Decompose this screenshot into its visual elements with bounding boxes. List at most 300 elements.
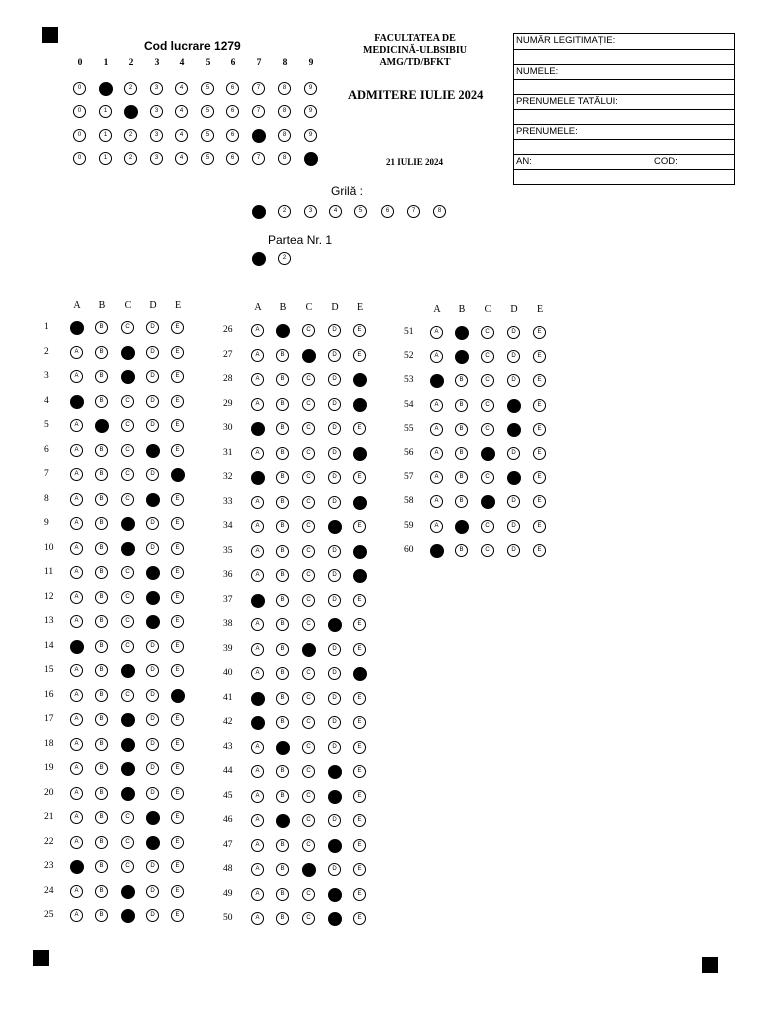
answer-bubble[interactable]: C bbox=[121, 689, 134, 702]
answer-bubble[interactable]: E bbox=[171, 346, 184, 359]
code-bubble[interactable]: 5 bbox=[201, 129, 214, 142]
code-bubble[interactable]: 1 bbox=[99, 152, 112, 165]
answer-bubble[interactable]: D bbox=[146, 321, 159, 334]
answer-bubble[interactable] bbox=[455, 326, 469, 340]
answer-bubble[interactable]: A bbox=[251, 667, 264, 680]
answer-bubble[interactable]: A bbox=[70, 346, 83, 359]
grila-bubble[interactable]: 5 bbox=[354, 205, 367, 218]
answer-bubble[interactable]: B bbox=[276, 545, 289, 558]
answer-bubble[interactable]: D bbox=[146, 885, 159, 898]
answer-bubble[interactable]: E bbox=[171, 909, 184, 922]
answer-bubble[interactable]: B bbox=[276, 643, 289, 656]
answer-bubble[interactable]: E bbox=[533, 520, 546, 533]
answer-bubble[interactable]: E bbox=[171, 640, 184, 653]
grila-bubble[interactable]: 6 bbox=[381, 205, 394, 218]
answer-bubble[interactable]: E bbox=[171, 321, 184, 334]
answer-bubble[interactable]: E bbox=[171, 591, 184, 604]
answer-bubble[interactable] bbox=[121, 762, 135, 776]
code-bubble[interactable]: 0 bbox=[73, 82, 86, 95]
answer-bubble[interactable] bbox=[251, 716, 265, 730]
answer-bubble[interactable]: A bbox=[70, 615, 83, 628]
answer-bubble[interactable]: B bbox=[276, 667, 289, 680]
answer-bubble[interactable]: B bbox=[95, 885, 108, 898]
answer-bubble[interactable]: D bbox=[328, 545, 341, 558]
answer-bubble[interactable]: E bbox=[533, 495, 546, 508]
answer-bubble[interactable] bbox=[121, 542, 135, 556]
answer-bubble[interactable]: E bbox=[533, 374, 546, 387]
answer-bubble[interactable]: A bbox=[251, 912, 264, 925]
partea-bubble[interactable]: 2 bbox=[278, 252, 291, 265]
answer-bubble[interactable]: E bbox=[353, 520, 366, 533]
answer-bubble[interactable]: E bbox=[533, 471, 546, 484]
answer-bubble[interactable]: C bbox=[121, 493, 134, 506]
code-bubble[interactable]: 8 bbox=[278, 129, 291, 142]
answer-bubble[interactable]: E bbox=[171, 762, 184, 775]
answer-bubble[interactable]: C bbox=[121, 860, 134, 873]
answer-bubble[interactable]: A bbox=[251, 324, 264, 337]
answer-bubble[interactable]: B bbox=[455, 544, 468, 557]
answer-bubble[interactable]: B bbox=[95, 542, 108, 555]
code-bubble[interactable] bbox=[304, 152, 318, 166]
answer-bubble[interactable]: C bbox=[481, 374, 494, 387]
answer-bubble[interactable]: B bbox=[95, 444, 108, 457]
code-bubble[interactable]: 8 bbox=[278, 152, 291, 165]
answer-bubble[interactable]: B bbox=[455, 495, 468, 508]
grila-bubble[interactable]: 2 bbox=[278, 205, 291, 218]
answer-bubble[interactable] bbox=[430, 544, 444, 558]
answer-bubble[interactable]: B bbox=[276, 839, 289, 852]
code-bubble[interactable] bbox=[252, 129, 266, 143]
answer-bubble[interactable]: B bbox=[276, 373, 289, 386]
answer-bubble[interactable]: E bbox=[171, 419, 184, 432]
answer-bubble[interactable]: C bbox=[121, 444, 134, 457]
answer-bubble[interactable]: C bbox=[481, 520, 494, 533]
answer-bubble[interactable]: A bbox=[251, 520, 264, 533]
answer-bubble[interactable]: E bbox=[171, 885, 184, 898]
answer-bubble[interactable]: C bbox=[302, 398, 315, 411]
answer-bubble[interactable]: A bbox=[430, 471, 443, 484]
grila-bubble[interactable]: 4 bbox=[329, 205, 342, 218]
answer-bubble[interactable] bbox=[121, 370, 135, 384]
answer-bubble[interactable]: D bbox=[507, 326, 520, 339]
answer-bubble[interactable] bbox=[95, 419, 109, 433]
answer-bubble[interactable]: E bbox=[171, 542, 184, 555]
answer-bubble[interactable]: D bbox=[328, 324, 341, 337]
answer-bubble[interactable]: B bbox=[95, 395, 108, 408]
answer-bubble[interactable]: C bbox=[121, 836, 134, 849]
answer-bubble[interactable] bbox=[251, 692, 265, 706]
answer-bubble[interactable]: E bbox=[171, 713, 184, 726]
answer-bubble[interactable] bbox=[276, 324, 290, 338]
answer-bubble[interactable]: E bbox=[171, 517, 184, 530]
answer-bubble[interactable]: C bbox=[302, 569, 315, 582]
answer-bubble[interactable]: E bbox=[353, 324, 366, 337]
answer-bubble[interactable]: D bbox=[328, 716, 341, 729]
answer-bubble[interactable] bbox=[70, 640, 84, 654]
answer-bubble[interactable]: C bbox=[481, 326, 494, 339]
answer-bubble[interactable]: D bbox=[146, 395, 159, 408]
answer-bubble[interactable] bbox=[276, 814, 290, 828]
answer-bubble[interactable]: B bbox=[95, 591, 108, 604]
answer-bubble[interactable]: B bbox=[95, 664, 108, 677]
answer-bubble[interactable] bbox=[353, 667, 367, 681]
answer-bubble[interactable]: A bbox=[251, 618, 264, 631]
answer-bubble[interactable] bbox=[121, 713, 135, 727]
answer-bubble[interactable]: D bbox=[146, 738, 159, 751]
answer-bubble[interactable]: E bbox=[533, 326, 546, 339]
answer-bubble[interactable] bbox=[507, 471, 521, 485]
answer-bubble[interactable]: B bbox=[455, 447, 468, 460]
answer-bubble[interactable]: A bbox=[70, 468, 83, 481]
answer-bubble[interactable]: A bbox=[70, 493, 83, 506]
code-bubble[interactable]: 9 bbox=[304, 129, 317, 142]
partea-bubble[interactable] bbox=[252, 252, 266, 266]
answer-bubble[interactable] bbox=[121, 909, 135, 923]
answer-bubble[interactable]: D bbox=[328, 422, 341, 435]
answer-bubble[interactable]: A bbox=[251, 545, 264, 558]
answer-bubble[interactable]: A bbox=[430, 399, 443, 412]
answer-bubble[interactable]: A bbox=[70, 517, 83, 530]
answer-bubble[interactable] bbox=[251, 422, 265, 436]
answer-bubble[interactable]: E bbox=[533, 423, 546, 436]
prenumele-field[interactable] bbox=[514, 124, 734, 137]
answer-bubble[interactable]: C bbox=[302, 814, 315, 827]
answer-bubble[interactable] bbox=[328, 790, 342, 804]
answer-bubble[interactable]: B bbox=[276, 520, 289, 533]
answer-bubble[interactable]: C bbox=[121, 468, 134, 481]
answer-bubble[interactable]: C bbox=[302, 471, 315, 484]
answer-bubble[interactable]: C bbox=[302, 373, 315, 386]
answer-bubble[interactable]: B bbox=[276, 594, 289, 607]
answer-bubble[interactable]: A bbox=[251, 447, 264, 460]
answer-bubble[interactable]: C bbox=[121, 640, 134, 653]
answer-bubble[interactable] bbox=[146, 615, 160, 629]
answer-bubble[interactable]: E bbox=[353, 692, 366, 705]
answer-bubble[interactable]: C bbox=[302, 716, 315, 729]
code-bubble[interactable]: 3 bbox=[150, 82, 163, 95]
answer-bubble[interactable]: D bbox=[146, 640, 159, 653]
answer-bubble[interactable] bbox=[328, 520, 342, 534]
answer-bubble[interactable]: A bbox=[70, 444, 83, 457]
answer-bubble[interactable]: B bbox=[276, 496, 289, 509]
answer-bubble[interactable]: D bbox=[146, 346, 159, 359]
answer-bubble[interactable] bbox=[251, 471, 265, 485]
answer-bubble[interactable]: E bbox=[171, 615, 184, 628]
answer-bubble[interactable]: D bbox=[146, 517, 159, 530]
answer-bubble[interactable]: A bbox=[70, 689, 83, 702]
answer-bubble[interactable]: D bbox=[328, 814, 341, 827]
answer-bubble[interactable] bbox=[70, 395, 84, 409]
answer-bubble[interactable]: D bbox=[328, 471, 341, 484]
answer-bubble[interactable]: A bbox=[70, 542, 83, 555]
answer-bubble[interactable]: C bbox=[302, 741, 315, 754]
answer-bubble[interactable]: D bbox=[146, 370, 159, 383]
answer-bubble[interactable]: D bbox=[507, 520, 520, 533]
answer-bubble[interactable]: A bbox=[251, 398, 264, 411]
answer-bubble[interactable] bbox=[353, 447, 367, 461]
code-bubble[interactable]: 6 bbox=[226, 152, 239, 165]
answer-bubble[interactable] bbox=[251, 594, 265, 608]
code-bubble[interactable]: 2 bbox=[124, 82, 137, 95]
answer-bubble[interactable]: E bbox=[171, 836, 184, 849]
answer-bubble[interactable]: B bbox=[276, 790, 289, 803]
answer-bubble[interactable]: D bbox=[328, 349, 341, 362]
answer-bubble[interactable]: D bbox=[146, 787, 159, 800]
answer-bubble[interactable]: B bbox=[95, 640, 108, 653]
code-bubble[interactable]: 6 bbox=[226, 129, 239, 142]
answer-bubble[interactable]: E bbox=[353, 839, 366, 852]
answer-bubble[interactable] bbox=[353, 496, 367, 510]
answer-bubble[interactable]: B bbox=[276, 447, 289, 460]
answer-bubble[interactable] bbox=[455, 520, 469, 534]
answer-bubble[interactable]: C bbox=[121, 615, 134, 628]
answer-bubble[interactable]: E bbox=[533, 350, 546, 363]
answer-bubble[interactable]: C bbox=[302, 594, 315, 607]
answer-bubble[interactable]: E bbox=[353, 790, 366, 803]
answer-bubble[interactable]: B bbox=[95, 517, 108, 530]
answer-bubble[interactable]: E bbox=[533, 447, 546, 460]
answer-bubble[interactable]: E bbox=[171, 860, 184, 873]
answer-bubble[interactable]: B bbox=[455, 374, 468, 387]
answer-bubble[interactable]: A bbox=[70, 370, 83, 383]
answer-bubble[interactable]: A bbox=[70, 885, 83, 898]
answer-bubble[interactable]: C bbox=[302, 324, 315, 337]
answer-bubble[interactable]: E bbox=[171, 566, 184, 579]
answer-bubble[interactable]: B bbox=[95, 762, 108, 775]
answer-bubble[interactable]: A bbox=[430, 423, 443, 436]
answer-bubble[interactable]: E bbox=[353, 765, 366, 778]
answer-bubble[interactable] bbox=[353, 569, 367, 583]
answer-bubble[interactable]: E bbox=[171, 787, 184, 800]
answer-bubble[interactable]: B bbox=[95, 321, 108, 334]
answer-bubble[interactable]: D bbox=[328, 569, 341, 582]
answer-bubble[interactable] bbox=[146, 566, 160, 580]
code-bubble[interactable]: 7 bbox=[252, 152, 265, 165]
answer-bubble[interactable]: C bbox=[121, 566, 134, 579]
answer-bubble[interactable]: E bbox=[171, 493, 184, 506]
answer-bubble[interactable]: A bbox=[70, 762, 83, 775]
answer-bubble[interactable]: E bbox=[533, 544, 546, 557]
answer-bubble[interactable] bbox=[146, 811, 160, 825]
answer-bubble[interactable]: B bbox=[95, 689, 108, 702]
answer-bubble[interactable]: D bbox=[328, 741, 341, 754]
answer-bubble[interactable] bbox=[455, 350, 469, 364]
code-bubble[interactable]: 0 bbox=[73, 129, 86, 142]
answer-bubble[interactable]: E bbox=[171, 370, 184, 383]
answer-bubble[interactable]: C bbox=[121, 395, 134, 408]
answer-bubble[interactable] bbox=[146, 444, 160, 458]
code-bubble[interactable]: 9 bbox=[304, 105, 317, 118]
answer-bubble[interactable]: D bbox=[328, 496, 341, 509]
code-bubble[interactable] bbox=[124, 105, 138, 119]
answer-bubble[interactable]: C bbox=[302, 912, 315, 925]
code-bubble[interactable]: 4 bbox=[175, 152, 188, 165]
answer-bubble[interactable]: B bbox=[455, 471, 468, 484]
answer-bubble[interactable]: B bbox=[276, 716, 289, 729]
an-cod-field[interactable] bbox=[514, 154, 734, 167]
answer-bubble[interactable]: E bbox=[171, 444, 184, 457]
answer-bubble[interactable] bbox=[507, 423, 521, 437]
answer-bubble[interactable] bbox=[121, 885, 135, 899]
answer-bubble[interactable]: D bbox=[328, 643, 341, 656]
answer-bubble[interactable]: A bbox=[430, 326, 443, 339]
answer-bubble[interactable] bbox=[328, 912, 342, 926]
answer-bubble[interactable]: E bbox=[353, 814, 366, 827]
answer-bubble[interactable]: A bbox=[430, 495, 443, 508]
answer-bubble[interactable] bbox=[328, 618, 342, 632]
answer-bubble[interactable]: E bbox=[533, 399, 546, 412]
answer-bubble[interactable]: A bbox=[70, 836, 83, 849]
answer-bubble[interactable]: B bbox=[95, 370, 108, 383]
answer-bubble[interactable]: C bbox=[481, 544, 494, 557]
answer-bubble[interactable]: B bbox=[276, 692, 289, 705]
answer-bubble[interactable]: E bbox=[353, 349, 366, 362]
answer-bubble[interactable]: C bbox=[302, 667, 315, 680]
answer-bubble[interactable] bbox=[302, 349, 316, 363]
answer-bubble[interactable]: B bbox=[276, 618, 289, 631]
answer-bubble[interactable] bbox=[146, 493, 160, 507]
answer-bubble[interactable]: D bbox=[146, 542, 159, 555]
answer-bubble[interactable]: A bbox=[251, 349, 264, 362]
answer-bubble[interactable]: E bbox=[353, 643, 366, 656]
answer-bubble[interactable]: C bbox=[302, 692, 315, 705]
answer-bubble[interactable]: B bbox=[95, 787, 108, 800]
answer-bubble[interactable]: B bbox=[276, 422, 289, 435]
grila-bubble[interactable]: 8 bbox=[433, 205, 446, 218]
answer-bubble[interactable]: A bbox=[70, 591, 83, 604]
answer-bubble[interactable]: C bbox=[481, 399, 494, 412]
answer-bubble[interactable]: B bbox=[276, 398, 289, 411]
answer-bubble[interactable]: D bbox=[328, 373, 341, 386]
code-bubble[interactable]: 2 bbox=[124, 152, 137, 165]
answer-bubble[interactable] bbox=[121, 517, 135, 531]
answer-bubble[interactable]: E bbox=[171, 811, 184, 824]
answer-bubble[interactable]: D bbox=[146, 468, 159, 481]
answer-bubble[interactable] bbox=[70, 860, 84, 874]
answer-bubble[interactable]: B bbox=[95, 346, 108, 359]
answer-bubble[interactable]: E bbox=[353, 741, 366, 754]
grila-bubble[interactable]: 3 bbox=[304, 205, 317, 218]
answer-bubble[interactable]: E bbox=[353, 471, 366, 484]
answer-bubble[interactable]: D bbox=[146, 713, 159, 726]
answer-bubble[interactable]: E bbox=[171, 738, 184, 751]
answer-bubble[interactable]: A bbox=[251, 765, 264, 778]
code-bubble[interactable]: 5 bbox=[201, 82, 214, 95]
answer-bubble[interactable]: D bbox=[146, 762, 159, 775]
answer-bubble[interactable]: C bbox=[121, 811, 134, 824]
answer-bubble[interactable]: C bbox=[302, 790, 315, 803]
answer-bubble[interactable]: C bbox=[302, 765, 315, 778]
answer-bubble[interactable]: B bbox=[95, 860, 108, 873]
answer-bubble[interactable]: D bbox=[146, 689, 159, 702]
answer-bubble[interactable] bbox=[121, 664, 135, 678]
answer-bubble[interactable]: C bbox=[121, 321, 134, 334]
answer-bubble[interactable] bbox=[328, 888, 342, 902]
answer-bubble[interactable]: B bbox=[95, 615, 108, 628]
answer-bubble[interactable]: B bbox=[276, 863, 289, 876]
answer-bubble[interactable]: A bbox=[70, 738, 83, 751]
answer-bubble[interactable]: B bbox=[455, 399, 468, 412]
answer-bubble[interactable] bbox=[481, 495, 495, 509]
answer-bubble[interactable]: A bbox=[251, 741, 264, 754]
answer-bubble[interactable] bbox=[481, 447, 495, 461]
code-bubble[interactable]: 0 bbox=[73, 105, 86, 118]
answer-bubble[interactable]: B bbox=[276, 349, 289, 362]
numele-field[interactable] bbox=[514, 64, 734, 77]
answer-bubble[interactable]: A bbox=[251, 643, 264, 656]
answer-bubble[interactable]: B bbox=[276, 471, 289, 484]
answer-bubble[interactable]: C bbox=[121, 591, 134, 604]
answer-bubble[interactable]: C bbox=[481, 350, 494, 363]
answer-bubble[interactable]: B bbox=[95, 738, 108, 751]
answer-bubble[interactable]: A bbox=[70, 419, 83, 432]
answer-bubble[interactable]: E bbox=[171, 395, 184, 408]
answer-bubble[interactable]: C bbox=[302, 618, 315, 631]
answer-bubble[interactable]: C bbox=[302, 496, 315, 509]
answer-bubble[interactable]: D bbox=[146, 909, 159, 922]
code-bubble[interactable]: 6 bbox=[226, 82, 239, 95]
answer-bubble[interactable]: B bbox=[276, 569, 289, 582]
code-bubble[interactable]: 0 bbox=[73, 152, 86, 165]
code-bubble[interactable]: 4 bbox=[175, 129, 188, 142]
answer-bubble[interactable]: A bbox=[251, 496, 264, 509]
answer-bubble[interactable]: A bbox=[251, 888, 264, 901]
answer-bubble[interactable]: A bbox=[70, 787, 83, 800]
answer-bubble[interactable]: A bbox=[251, 839, 264, 852]
code-bubble[interactable]: 5 bbox=[201, 105, 214, 118]
answer-bubble[interactable]: D bbox=[507, 447, 520, 460]
answer-bubble[interactable] bbox=[146, 836, 160, 850]
answer-bubble[interactable]: A bbox=[70, 664, 83, 677]
answer-bubble[interactable]: A bbox=[251, 569, 264, 582]
answer-bubble[interactable]: E bbox=[353, 912, 366, 925]
answer-bubble[interactable]: E bbox=[353, 716, 366, 729]
answer-bubble[interactable]: A bbox=[70, 909, 83, 922]
answer-bubble[interactable]: A bbox=[70, 811, 83, 824]
answer-bubble[interactable]: B bbox=[276, 765, 289, 778]
code-bubble[interactable]: 1 bbox=[99, 105, 112, 118]
answer-bubble[interactable]: D bbox=[328, 863, 341, 876]
answer-bubble[interactable]: E bbox=[171, 664, 184, 677]
code-bubble[interactable]: 2 bbox=[124, 129, 137, 142]
grila-bubble[interactable] bbox=[252, 205, 266, 219]
answer-bubble[interactable]: D bbox=[507, 544, 520, 557]
code-bubble[interactable]: 7 bbox=[252, 105, 265, 118]
answer-bubble[interactable]: A bbox=[251, 790, 264, 803]
code-bubble[interactable]: 8 bbox=[278, 82, 291, 95]
answer-bubble[interactable] bbox=[328, 765, 342, 779]
answer-bubble[interactable]: E bbox=[353, 422, 366, 435]
answer-bubble[interactable]: A bbox=[430, 447, 443, 460]
answer-bubble[interactable] bbox=[276, 741, 290, 755]
answer-bubble[interactable]: C bbox=[302, 888, 315, 901]
answer-bubble[interactable]: C bbox=[302, 447, 315, 460]
answer-bubble[interactable]: C bbox=[302, 422, 315, 435]
answer-bubble[interactable]: D bbox=[328, 594, 341, 607]
answer-bubble[interactable]: A bbox=[251, 373, 264, 386]
answer-bubble[interactable]: B bbox=[95, 468, 108, 481]
code-bubble[interactable]: 3 bbox=[150, 152, 163, 165]
code-bubble[interactable]: 9 bbox=[304, 82, 317, 95]
answer-bubble[interactable] bbox=[121, 738, 135, 752]
answer-bubble[interactable] bbox=[171, 468, 185, 482]
answer-bubble[interactable] bbox=[146, 591, 160, 605]
code-bubble[interactable]: 6 bbox=[226, 105, 239, 118]
answer-bubble[interactable] bbox=[430, 374, 444, 388]
answer-bubble[interactable]: D bbox=[328, 447, 341, 460]
code-bubble[interactable]: 1 bbox=[99, 129, 112, 142]
answer-bubble[interactable]: B bbox=[276, 888, 289, 901]
